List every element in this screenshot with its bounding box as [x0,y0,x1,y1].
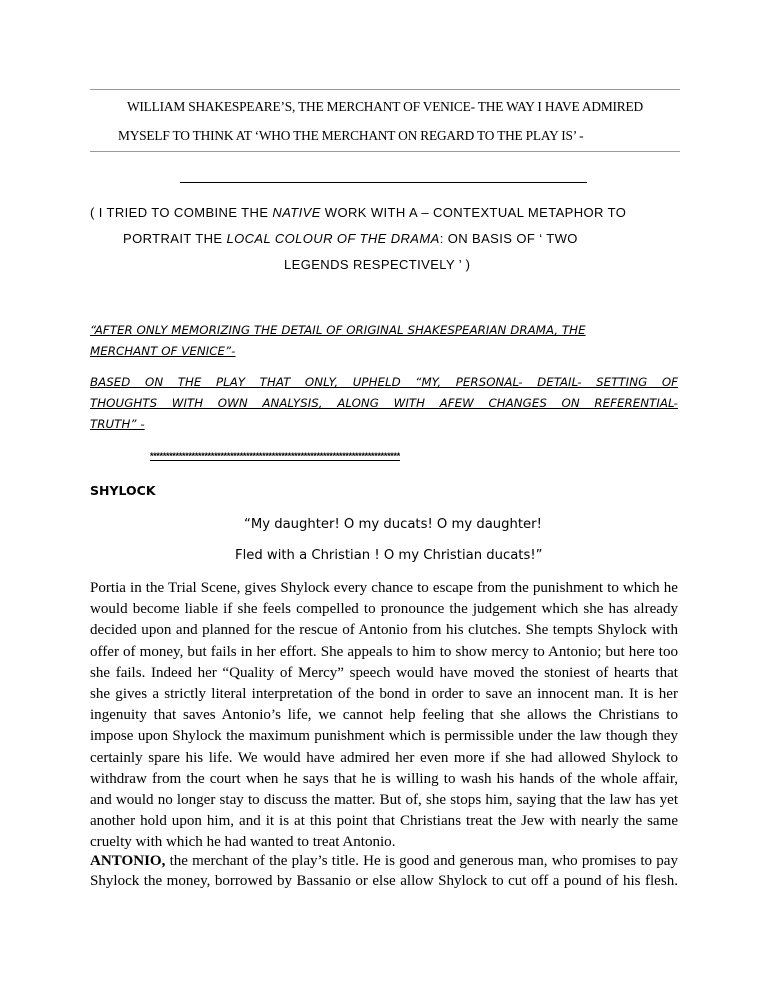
paragraph-line: impose upon Shylock the maximum punishment which is permissible under the law though they [90,728,678,745]
intro-line-1 [90,205,626,220]
intro-local-colour: LOCAL COLOUR OF THE DRAMA [226,231,440,246]
heading-line: BASED ON THE PLAY THAT ONLY, UPHELD “MY, PERSONAL- DETAIL- SETTING OF [90,375,678,389]
paragraph-line: she fails. Indeed her “Quality of Mercy” speech would have moved the stoniest of hearts that [90,664,678,681]
paragraph-line: another hold upon him, and it is at this point that Christians treat the Jew with nearly the same [90,813,678,830]
quote-line-2: Fled with a Christian ! O my Christian ducats!” [235,548,543,563]
intro-text: PORTRAIT THE [123,231,227,246]
title-line-2: MYSELF TO THINK AT ‘WHO THE MERCHANT ON REGARD TO THE PLAY IS’ - [118,128,584,143]
paragraph-line: Portia in the Trial Scene, gives Shylock every chance to escape from the punishment to which he [90,580,678,596]
paragraph-antonio [90,852,678,891]
paragraph-line: withdraw from the court when he says that he is willing to wash his hands of the whole affair, [90,770,678,787]
paragraph-line: cruelty with which he had wanted to treat Antonio. [90,834,396,851]
paragraph-portia [90,578,678,854]
title-bottom-rule [90,151,680,152]
paragraph-line: would become liable if she feels compelled to pronounce the judgement which she has already [90,601,678,618]
antonio-lead: ANTONIO, [90,853,166,869]
intro-line-2 [123,231,578,246]
top-rule [90,89,680,90]
heading-after-only [90,320,678,362]
intro-text: ( I TRIED TO COMBINE THE [90,205,273,220]
antonio-text: Shylock the money, borrowed by Bassanio or else allow Shylock to cut off a pound of his flesh. [90,872,678,889]
section-heading-shylock: SHYLOCK [90,483,156,498]
paragraph-line: offer of money, but fails in her effort. She appeals to him to show mercy to Antonio; but here too [90,643,678,660]
intro-line-3: LEGENDS RESPECTIVELY ’ ) [284,257,471,272]
paragraph-line: she gives a strictly literal interpretation of the bond in order to save an innocent man. It is her [90,686,678,703]
asterisk-divider: ****************************************************************************** [150,451,400,461]
antonio-text: the merchant of the play’s title. He is good and generous man, who promises to pay [165,853,678,869]
title-line-1: WILLIAM SHAKESPEARE’S, THE MERCHANT OF VENICE- THE WAY I HAVE ADMIRED [126,99,643,114]
separator-line [180,182,587,183]
heading-based-on [90,372,678,435]
paragraph-line: and would no longer stay to discuss the matter. But of, she stops him, saying that the law has yet [90,792,678,809]
heading-line: TRUTH” - [90,417,145,431]
heading-line: MERCHANT OF VENICE”- [90,344,236,358]
paragraph-line: certainly spare his life. We would have admired her even more if she had allowed Shylock to [90,749,678,766]
heading-line: THOUGHTS WITH OWN ANALYSIS, ALONG WITH AFEW CHANGES ON REFERENTIAL- [90,396,678,410]
quote-line-1: “My daughter! O my ducats! O my daughter! [244,517,542,532]
intro-native: NATIVE [272,205,321,220]
paragraph-line: decided upon and planned for the rescue of Antonio from his clutches. She tempts Shylock with [90,622,678,639]
heading-line: “AFTER ONLY MEMORIZING THE DETAIL OF ORIGINAL SHAKESPEARIAN DRAMA, THE [90,323,586,337]
paragraph-line: ingenuity that saves Antonio’s life, we cannot help feeling that she allows the Christians to [90,707,678,724]
intro-text: : ON BASIS OF ‘ TWO [439,231,578,246]
intro-text: WORK WITH A – CONTEXTUAL METAPHOR TO [320,205,627,220]
